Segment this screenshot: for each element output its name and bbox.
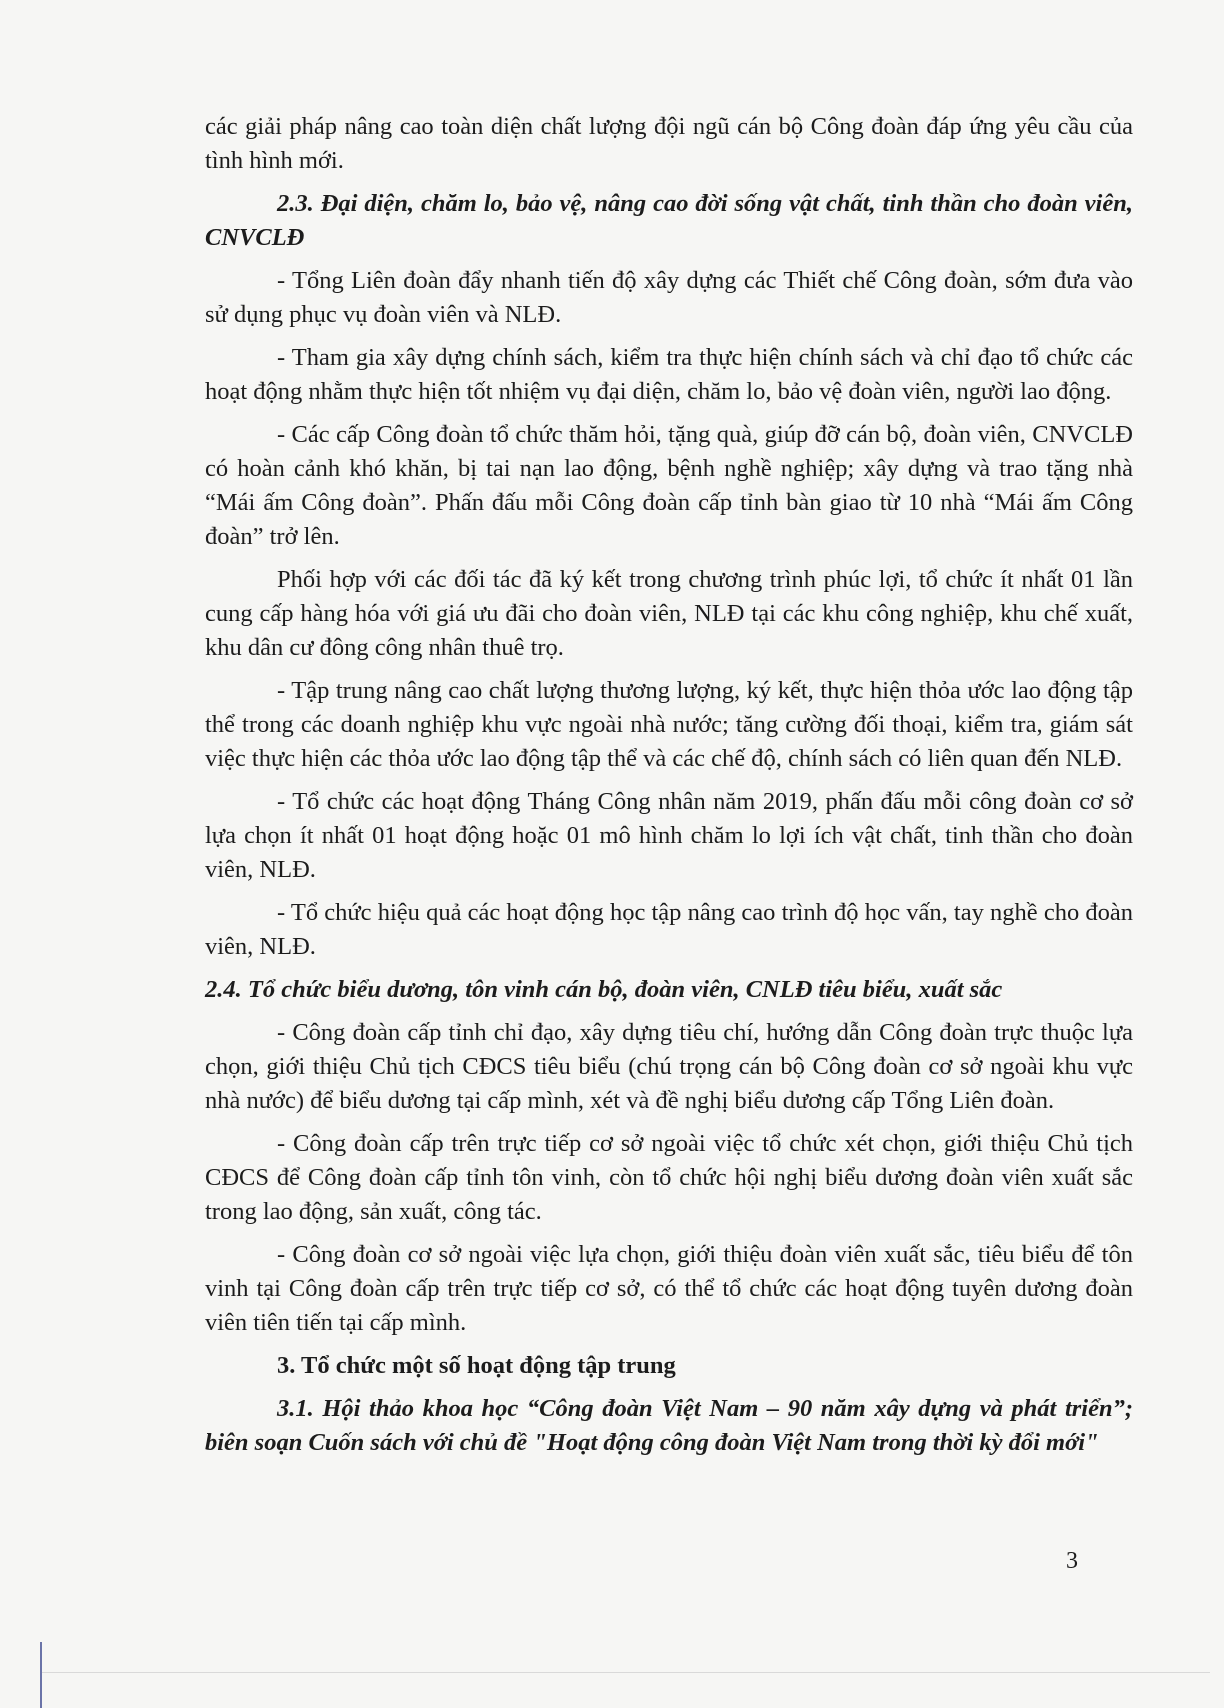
paragraph-bullet: - Tổng Liên đoàn đẩy nhanh tiến độ xây dựng các Thiết chế Công đoàn, sớm đưa vào sử dụng phục vụ đoàn viên và NLĐ. — [205, 267, 1133, 328]
section-heading-3: 3. Tổ chức một số hoạt động tập trung — [277, 1352, 676, 1379]
paragraph-bullet: - Các cấp Công đoàn tổ chức thăm hỏi, tặng quà, giúp đỡ cán bộ, đoàn viên, CNVCLĐ có hoàn cảnh khó khăn, bị tai nạn lao động, bệnh nghề nghiệp; xây dựng và trao tặng nhà “Mái ấm Công đoàn”. Phấn đấu mỗi Công đoàn cấp tỉnh bàn giao từ 10 nhà “Mái ấm Công đoàn” trở lên. — [205, 421, 1133, 550]
paragraph-bullet: - Tổ chức hiệu quả các hoạt động học tập nâng cao trình độ học vấn, tay nghề cho đoàn viên, NLĐ. — [205, 899, 1133, 960]
page-number: 3 — [1066, 1548, 1078, 1574]
paragraph-continuation: các giải pháp nâng cao toàn diện chất lượng đội ngũ cán bộ Công đoàn đáp ứng yêu cầu của tình hình mới. — [205, 113, 1133, 174]
paragraph-bullet: - Công đoàn cấp trên trực tiếp cơ sở ngoài việc tổ chức xét chọn, giới thiệu Chủ tịch CĐCS để Công đoàn cấp tỉnh tôn vinh, còn tổ chức hội nghị biểu dương đoàn viên xuất sắc trong lao động, sản xuất, công tác. — [205, 1130, 1133, 1225]
section-heading-2-3: 2.3. Đại diện, chăm lo, bảo vệ, nâng cao đời sống vật chất, tinh thần cho đoàn viên, CNVCLĐ — [205, 190, 1133, 251]
paragraph-bullet: - Tổ chức các hoạt động Tháng Công nhân năm 2019, phấn đấu mỗi công đoàn cơ sở lựa chọn ít nhất 01 hoạt động hoặc 01 mô hình chăm lo lợi ích vật chất, tinh thần cho đoàn viên, NLĐ. — [205, 788, 1133, 883]
paragraph-bullet: - Công đoàn cơ sở ngoài việc lựa chọn, giới thiệu đoàn viên xuất sắc, tiêu biểu để tôn vinh tại Công đoàn cấp trên trực tiếp cơ sở, có thể tổ chức các hoạt động tuyên dương đoàn viên tiên tiến tại cấp mình. — [205, 1241, 1133, 1336]
paragraph-bullet: - Công đoàn cấp tỉnh chỉ đạo, xây dựng tiêu chí, hướng dẫn Công đoàn trực thuộc lựa chọn, giới thiệu Chủ tịch CĐCS tiêu biểu (chú trọng cán bộ Công đoàn cơ sở ngoài khu vực nhà nước) để biểu dương tại cấp mình, xét và đề nghị biểu dương cấp Tổng Liên đoàn. — [205, 1019, 1133, 1114]
section-heading-3-1: 3.1. Hội thảo khoa học “Công đoàn Việt Nam – 90 năm xây dựng và phát triển”; biên soạn Cuốn sách với chủ đề "Hoạt động công đoàn Việt Nam trong thời kỳ đổi mới" — [205, 1395, 1133, 1456]
paragraph: Phối hợp với các đối tác đã ký kết trong chương trình phúc lợi, tổ chức ít nhất 01 lần cung cấp hàng hóa với giá ưu đãi cho đoàn viên, NLĐ tại các khu công nghiệp, khu chế xuất, khu dân cư đông công nhân thuê trọ. — [205, 566, 1133, 661]
section-heading-2-4: 2.4. Tổ chức biểu dương, tôn vinh cán bộ, đoàn viên, CNLĐ tiêu biểu, xuất sắc — [205, 976, 1003, 1003]
paragraph-bullet: - Tham gia xây dựng chính sách, kiểm tra thực hiện chính sách và chỉ đạo tổ chức các hoạt động nhằm thực hiện tốt nhiệm vụ đại diện, chăm lo, bảo vệ đoàn viên, người lao động. — [205, 344, 1133, 405]
document-body — [205, 110, 1133, 1469]
scan-edge-mark — [40, 1642, 42, 1708]
page-bottom-rule — [40, 1672, 1210, 1673]
paragraph-bullet: - Tập trung nâng cao chất lượng thương lượng, ký kết, thực hiện thỏa ước lao động tập thể trong các doanh nghiệp khu vực ngoài nhà nước; tăng cường đối thoại, kiểm tra, giám sát việc thực hiện các thỏa ước lao động tập thể và các chế độ, chính sách có liên quan đến NLĐ. — [205, 677, 1133, 772]
